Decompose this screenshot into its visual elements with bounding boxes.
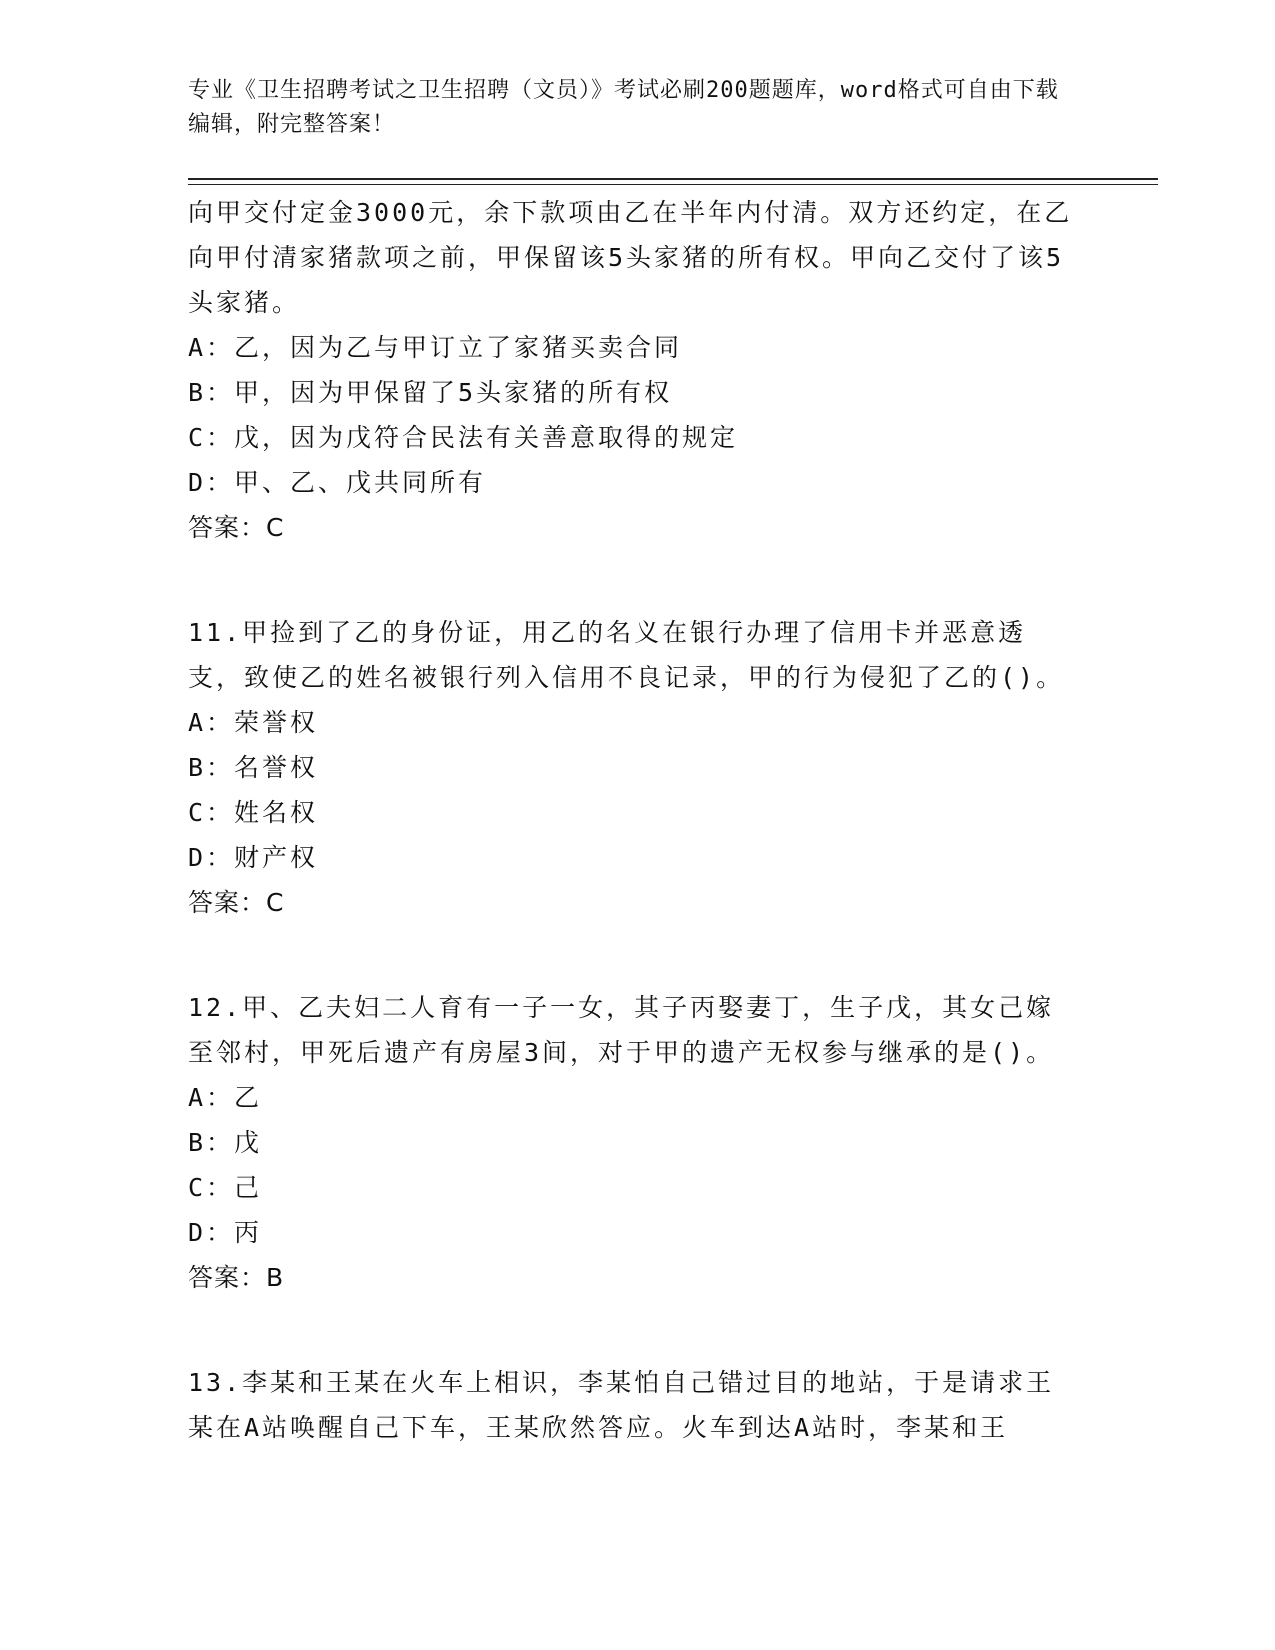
option-b: B：名誉权	[188, 753, 319, 782]
header-divider	[188, 178, 1158, 185]
option-c: C：姓名权	[188, 798, 319, 827]
question-11	[188, 610, 1078, 925]
answer-line: 答案：B	[188, 1263, 285, 1292]
option-d: D：财产权	[188, 843, 319, 872]
spacer	[188, 1300, 1078, 1360]
question-text: 13.李某和王某在火车上相识，李某怕自己错过目的地站，于是请求王某在A站唤醒自己下车，王某欣然答应。火车到达A站时，李某和王	[188, 1368, 1055, 1442]
document-body	[188, 190, 1078, 1450]
option-c: C：己	[188, 1173, 263, 1202]
option-a: A：乙	[188, 1083, 263, 1112]
option-d: D：甲、乙、戊共同所有	[188, 468, 487, 497]
option-d: D：丙	[188, 1218, 263, 1247]
document-header: 专业《卫生招聘考试之卫生招聘（文员）》考试必刷200题题库，word格式可自由下载编辑，附完整答案！	[188, 78, 1059, 137]
option-b: B：甲，因为甲保留了5头家猪的所有权	[188, 378, 673, 407]
question-12	[188, 985, 1078, 1300]
question-text: 11.甲捡到了乙的身份证，用乙的名义在银行办理了信用卡并恶意透支，致使乙的姓名被银行列入信用不良记录，甲的行为侵犯了乙的()。	[188, 618, 1065, 692]
question-text: 向甲交付定金3000元，余下款项由乙在半年内付清。双方还约定，在乙向甲付清家猪款项之前，甲保留该5头家猪的所有权。甲向乙交付了该5头家猪。	[188, 198, 1073, 317]
question-continuation	[188, 190, 1078, 550]
spacer	[188, 925, 1078, 985]
answer-line: 答案：C	[188, 513, 285, 542]
option-c: C：戊，因为戊符合民法有关善意取得的规定	[188, 423, 739, 452]
question-13	[188, 1360, 1078, 1450]
option-b: B：戊	[188, 1128, 263, 1157]
spacer	[188, 550, 1078, 610]
question-text: 12.甲、乙夫妇二人育有一子一女，其子丙娶妻丁，生子戊，其女己嫁至邻村，甲死后遗产有房屋3间，对于甲的遗产无权参与继承的是()。	[188, 993, 1055, 1067]
option-a: A：荣誉权	[188, 708, 319, 737]
option-a: A：乙，因为乙与甲订立了家猪买卖合同	[188, 333, 683, 362]
answer-line: 答案：C	[188, 888, 285, 917]
